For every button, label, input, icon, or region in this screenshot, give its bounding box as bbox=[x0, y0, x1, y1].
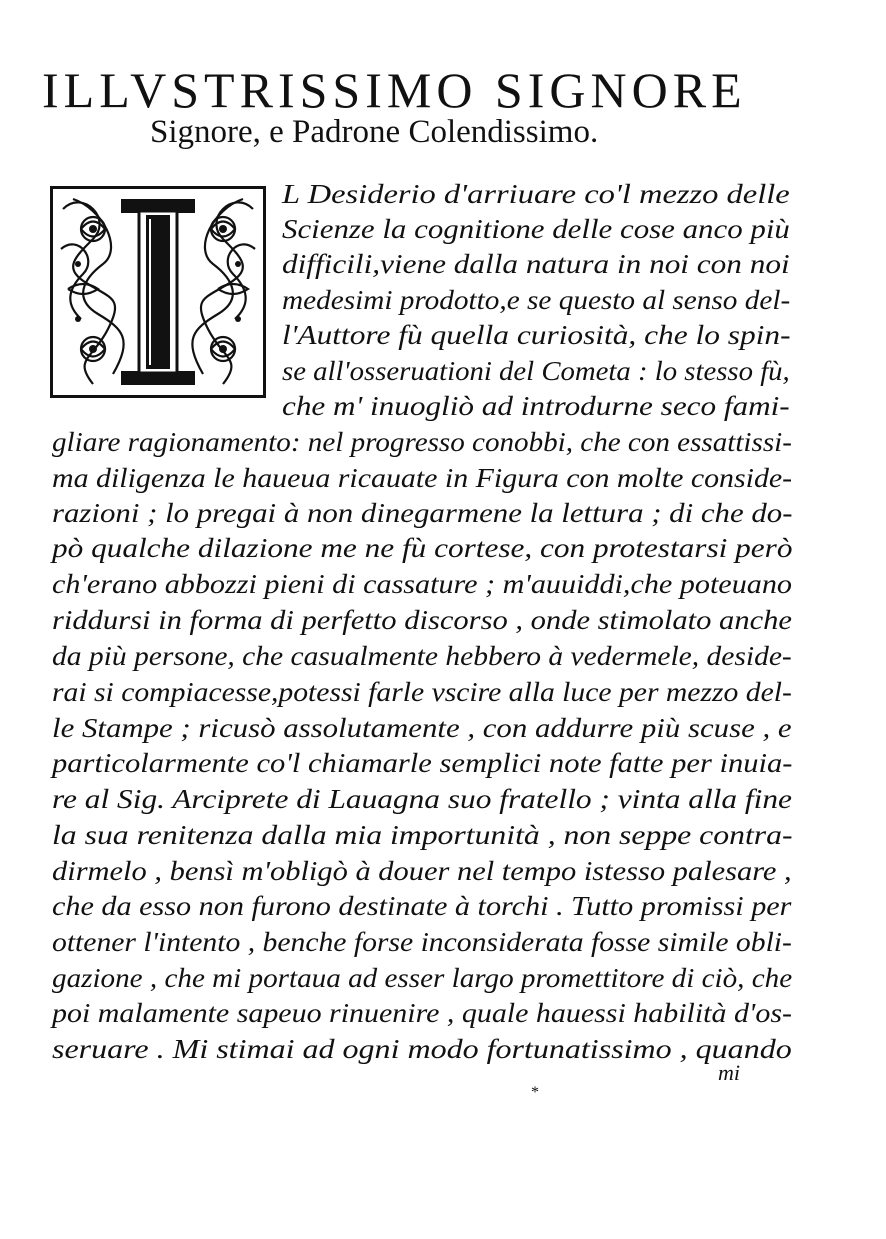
dedication-title: ILLVSTRISSIMO SIGNORE bbox=[42, 62, 747, 118]
text-line: ma diligenza le haueua ricauate in Figura con molte conside- bbox=[52, 463, 793, 493]
text-line: rai si compiacesse,potessi farle vscire alla luce per mezzo del- bbox=[52, 677, 792, 707]
text-line: la sua renitenza dalla mia importunità , non seppe contra- bbox=[52, 820, 793, 850]
dedication-subtitle: Signore, e Padrone Colendissimo. bbox=[150, 114, 599, 150]
text-line: se all'osseruationi del Cometa : lo stesso fù, bbox=[282, 356, 790, 386]
text-line: Scienze la cognitione delle cose anco più bbox=[282, 214, 790, 244]
text-line: L Desiderio d'arriuare co'l mezzo delle bbox=[282, 179, 790, 209]
text-line: gazione , che mi portaua ad esser largo promettitore di ciò, che bbox=[52, 963, 793, 993]
text-line: da più persone, che casualmente hebbero à vedermele, deside- bbox=[52, 641, 792, 671]
text-line: seruare . Mi stimai ad ogni modo fortunatissimo , quando bbox=[52, 1034, 792, 1064]
text-line: le Stampe ; ricusò assolutamente , con addurre più scuse , e bbox=[52, 713, 792, 743]
text-line: particolarmente co'l chiamarle semplici note fatte per inuia- bbox=[52, 748, 793, 778]
text-line: che da esso non furono destinate à torchi . Tutto promissi per bbox=[52, 891, 792, 921]
text-line: medesimi prodotto,e se questo al senso del- bbox=[282, 285, 791, 315]
text-line: gliare ragionamento: nel progresso conobbi, che con essattissi- bbox=[52, 427, 792, 457]
text-line: poi malamente sapeuo rinuenire , quale hauessi habilità d'os- bbox=[52, 998, 792, 1028]
text-line: ottener l'intento , benche forse inconsiderata fosse simile obli- bbox=[52, 927, 792, 957]
catchword: mi bbox=[718, 1060, 740, 1085]
floral-ornament-icon bbox=[53, 189, 263, 395]
text-line: re al Sig. Arciprete di Lauagna suo fratello ; vinta alla fine bbox=[52, 784, 792, 814]
text-line: difficili,viene dalla natura in noi con noi bbox=[282, 249, 790, 279]
decorated-initial-i bbox=[50, 186, 266, 398]
text-line: dirmelo , bensì m'obligò à douer nel tempo istesso palesare , bbox=[52, 856, 792, 886]
text-line: razioni ; lo pregai à non dinegarmene la lettura ; di che do- bbox=[52, 498, 793, 528]
text-line: che m' inuogliò ad introdurne seco fami- bbox=[282, 391, 790, 421]
text-line: pò qualche dilazione me ne fù cortese, con protestarsi però bbox=[52, 533, 793, 563]
text-line: l'Auttore fù quella curiosità, che lo spin- bbox=[282, 320, 791, 350]
text-line: riddursi in forma di perfetto discorso , onde stimolato anche bbox=[52, 605, 792, 635]
text-line: ch'erano abbozzi pieni di cassature ; m'auuiddi,che poteuano bbox=[52, 569, 792, 599]
signature-mark: * bbox=[531, 1084, 539, 1101]
